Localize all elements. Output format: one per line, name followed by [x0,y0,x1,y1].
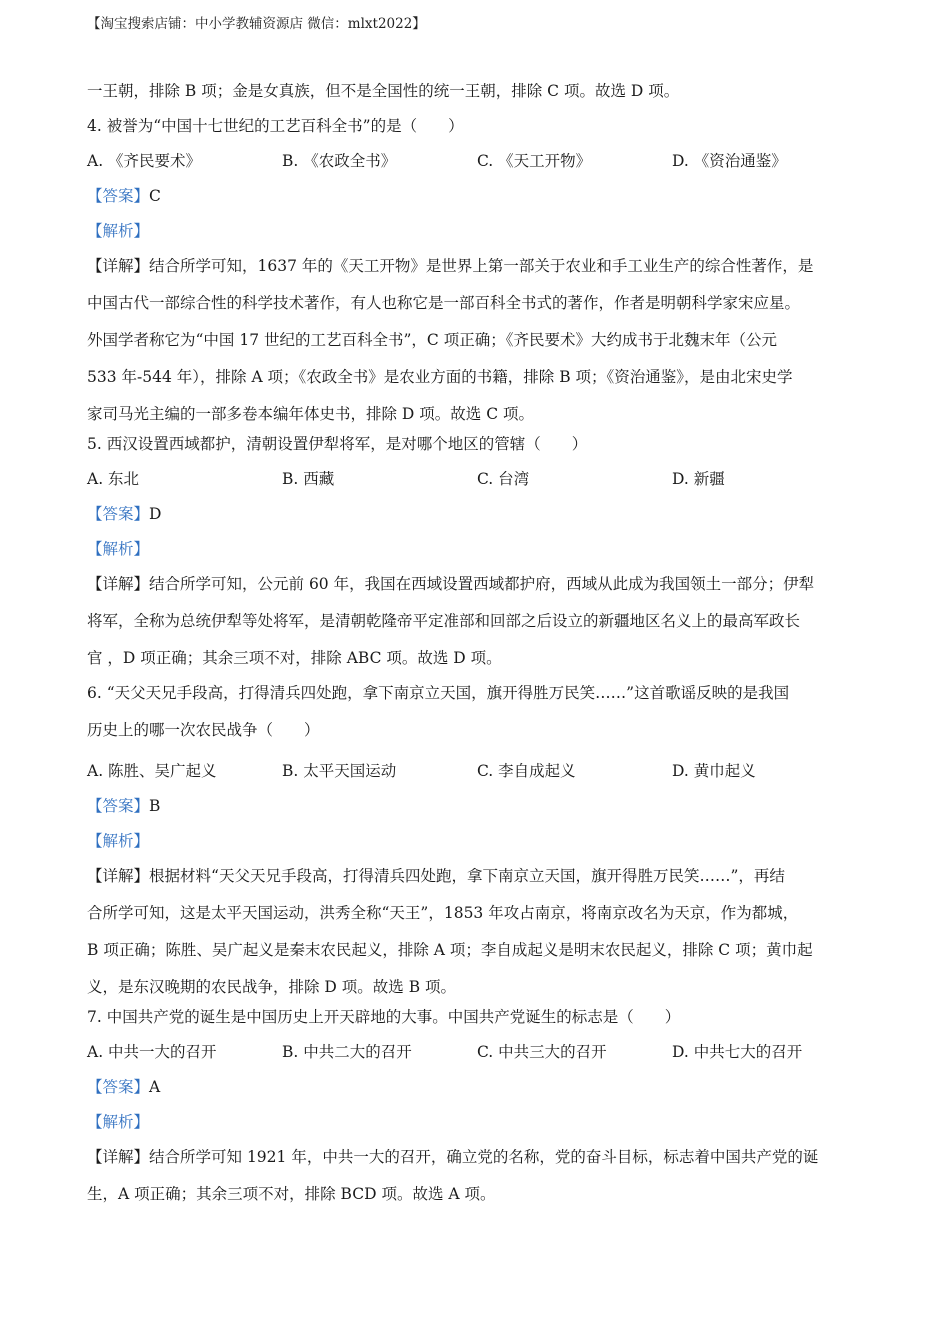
option-d: D. 《资治通鉴》 [672,152,787,170]
question-4 [87,113,867,433]
answer-tag: 【答案】 [87,505,150,523]
answer-tag: 【答案】 [87,1078,150,1096]
question-stem [87,675,867,749]
options-row [87,758,867,784]
answer-tag: 【答案】 [87,797,150,815]
answer-value: C [149,187,161,205]
question-7 [87,1004,867,1213]
detail-line: 家司马光主编的一部多卷本编年体史书，排除 D 项。故选 C 项。 [87,405,534,423]
answer-value: B [149,797,161,815]
answer-tag: 【答案】 [87,187,150,205]
detail-line: 义，是东汉晚期的农民战争，排除 D 项。故选 B 项。 [87,978,457,996]
detail-line: 结合所学可知，1637 年的《天工开物》是世界上第一部关于农业和手工业生产的综合性著作，是 [149,257,814,275]
question-stem: 7. 中国共产党的诞生是中国历史上开天辟地的大事。中国共产党诞生的标志是（ ） [87,1008,681,1026]
detail-line: 中国古代一部综合性的科学技术著作，有人也称它是一部百科全书式的著作，作者是明朝科学家宋应星。 [87,294,801,312]
answer-value: A [149,1078,161,1096]
detail-tag: 【详解】 [87,257,150,275]
carryover-text: 一王朝，排除 B 项；金是女真族，但不是全国性的统一王朝，排除 C 项。故选 D 项。 [87,82,680,100]
question-stem-line: 历史上的哪一次农民战争（ ） [87,721,320,739]
answer-line [87,183,867,209]
question-stem: 5. 西汉设置西域都护，清朝设置伊犁将军，是对哪个地区的管辖（ ） [87,435,588,453]
option-a: A. 中共一大的召开 [87,1043,217,1061]
option-b: B. 西藏 [282,470,335,488]
answer-line [87,793,867,819]
detail-tag: 【详解】 [87,867,150,885]
answer-line [87,1074,867,1100]
option-c: C. 李自成起义 [477,762,576,780]
detail-line: 根据材料“天父天兄手段高，打得清兵四处跑，拿下南京立天国，旗开得胜万民笑……”，再结 [149,867,785,885]
option-a: A. 《齐民要术》 [87,152,202,170]
detail-tag: 【详解】 [87,575,150,593]
analysis-tag-line [87,828,867,854]
option-b: B. 《农政全书》 [282,152,397,170]
option-b: B. 中共二大的召开 [282,1043,412,1061]
page-header-watermark: 【淘宝搜索店铺：中小学教辅资源店 微信：mlxt2022】 [87,16,426,32]
answer-value: D [149,505,162,523]
question-stem: 4. 被誉为“中国十七世纪的工艺百科全书”的是（ ） [87,117,464,135]
option-d: D. 新疆 [672,470,725,488]
detail-line: B 项正确；陈胜、吴广起义是秦末农民起义，排除 A 项；李自成起义是明末农民起义，排除 C 项；黄巾起 [87,941,813,959]
question-stem-line: 6. “天父天兄手段高，打得清兵四处跑，拿下南京立天国，旗开得胜万民笑……”这首歌谣反映的是我国 [87,684,790,702]
detail-paragraph [87,1139,867,1213]
option-c: C. 台湾 [477,470,530,488]
analysis-tag: 【解析】 [87,222,150,240]
option-d: D. 黄巾起义 [672,762,756,780]
document-body [87,78,867,1213]
option-d: D. 中共七大的召开 [672,1043,803,1061]
option-a: A. 陈胜、吴广起义 [87,762,217,780]
detail-paragraph [87,248,867,433]
question-6 [87,675,867,1006]
options-row [87,466,867,492]
analysis-tag-line [87,536,867,562]
detail-line: 将军，全称为总统伊犁等处将军，是清朝乾隆帝平定准部和回部之后设立的新疆地区名义上的最高军政长 [87,612,801,630]
detail-line: 结合所学可知 1921 年，中共一大的召开，确立党的名称，党的奋斗目标，标志着中国共产党的诞 [149,1148,819,1166]
question-5 [87,431,867,677]
analysis-tag: 【解析】 [87,832,150,850]
detail-line: 外国学者称它为“中国 17 世纪的工艺百科全书”，C 项正确；《齐民要术》大约成书于北魏末年（公元 [87,331,777,349]
detail-line: 533 年-544 年），排除 A 项；《农政全书》是农业方面的书籍，排除 B 项；《资治通鉴》，是由北宋史学 [87,368,793,386]
analysis-tag-line [87,1109,867,1135]
answer-line [87,501,867,527]
options-row [87,148,867,174]
option-a: A. 东北 [87,470,140,488]
detail-line: 官 ，D 项正确；其余三项不对，排除 ABC 项。故选 D 项。 [87,649,502,667]
detail-tag: 【详解】 [87,1148,150,1166]
detail-line: 结合所学可知，公元前 60 年，我国在西域设置西域都护府，西域从此成为我国领土一部分；伊犁 [149,575,815,593]
option-c: C. 中共三大的召开 [477,1043,607,1061]
detail-line: 合所学可知，这是太平天国运动，洪秀全称“天王”，1853 年攻占南京，将南京改名为天京，作为都城， [87,904,799,922]
analysis-tag-line [87,218,867,244]
analysis-tag: 【解析】 [87,1113,150,1131]
analysis-tag: 【解析】 [87,540,150,558]
detail-paragraph [87,566,867,677]
detail-paragraph [87,858,867,1006]
option-c: C. 《天工开物》 [477,152,592,170]
detail-line: 生，A 项正确；其余三项不对，排除 BCD 项。故选 A 项。 [87,1185,496,1203]
option-b: B. 太平天国运动 [282,762,397,780]
options-row [87,1039,867,1065]
